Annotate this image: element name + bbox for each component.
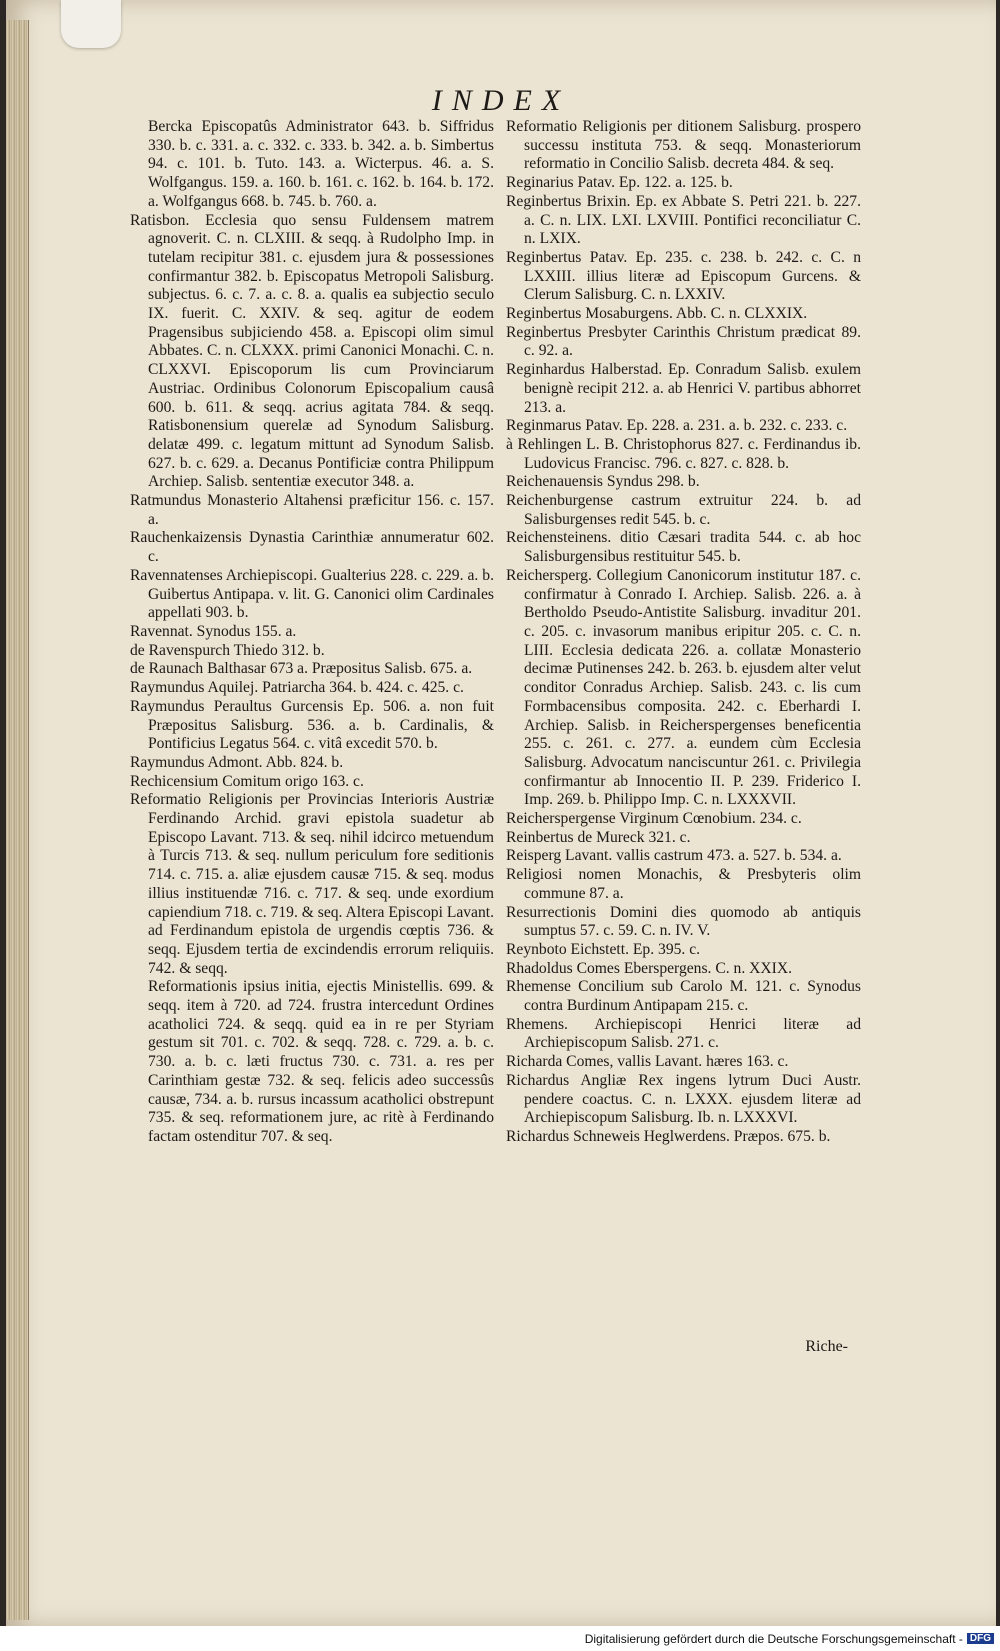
index-entry: Reynboto Eichstett. Ep. 395. c. <box>506 940 701 958</box>
index-entry: Raymundus Admont. Abb. 824. b. <box>130 753 344 771</box>
index-entry: Resurrectionis Domini dies quomodo ab antiquis sumptus 57. c. 59. C. n. IV. V. <box>506 903 861 940</box>
right-column <box>506 118 861 1147</box>
index-entry: Reicherspergense Virginum Cœnobium. 234. c. <box>506 810 802 828</box>
index-entry: Reginbertus Presbyter Carinthis Christum prædicat 89. c. 92. a. <box>506 323 861 360</box>
index-entry: Reichensteinens. ditio Cæsari tradita 544. c. ab hoc Salisburgensibus restituitur 545. b. <box>506 529 861 566</box>
index-entry: à Rehlingen L. B. Christophorus 827. c. Ferdinandus ib. Ludovicus Francisc. 796. c. 827. c. 828. b. <box>506 435 861 472</box>
index-entry: Rhadoldus Comes Eberspergens. C. n. XXIX. <box>506 959 793 977</box>
footer-bar <box>0 1626 1000 1651</box>
index-entry: Reformatio Religionis per Provincias Interioris Austriæ Ferdinando Archid. gravi epistola suadetur ab Episcopo Lavant. 713. & seq. nihil idcirco metuendum à Turcis 713. & seq. nullum periculum fore seditionis 714. c. 715. a. aliæ ejusdem causæ 715. & seq. modus illius instituendæ 716. c. 717. & seq. unde exordium capiendium 718. c. 719. & seq. Altera Episcopi Lavant. ad Ferdinandum epistola de urgendis cœptis 736. & seqq. Ejusdem tertia de excindendis errorum reliquiis. 742. & seqq. <box>130 791 495 977</box>
index-entry: Reginbertus Brixin. Ep. ex Abbate S. Petri 221. b. 227. a. C. n. LIX. LXI. LXVIII. Pontifici reconciliatur C. n. LXIX. <box>506 192 861 248</box>
index-entry: Raymundus Peraultus Gurcensis Ep. 506. a. non fuit Præpositus Salisburg. 536. a. b. Cardinalis, & Pontificius Legatus 564. c. vitâ excedit 570. b. <box>130 697 494 753</box>
index-entry: Rauchenkaizensis Dynastia Carinthiæ annumeratur 602. c. <box>130 529 494 566</box>
index-entry: Reinbertus de Mureck 321. c. <box>506 828 691 846</box>
index-entry: Ravennatenses Archiepiscopi. Gualterius 228. c. 229. a. b. Guibertus Antipapa. v. lit. G. Canonici olim Cardinales appellati 903. b. <box>130 566 494 622</box>
page-edges <box>6 20 29 1620</box>
index-entry: Ratisbon. Ecclesia quo sensu Fuldensem matrem agnoverit. C. n. CLXIII. & seqq. à Rudolpho Imp. in tutelam recipitur 381. c. ejusdem jura & possessiones confirmantur 382. b. Episcopatus Metropoli Salisburg. subjectus. 6. c. 7. a. c. 8. a. qualis ea subjectio seculo IX. fuerit. C. XXIV. & seq. agitur de eodem Pragensibus subjiciendo 458. a. Episcopi olim simul Abbates. C. n. CLXXX. primi Canonici Monachi. C. n. CLXXVI. Episcoporum lis cum Provinciarum Austriac. Ordinibus Colonorum Episcopalium causâ 600. b. 611. & seqq. acrius agitata 784. & seqq. Ratisbonensium querelæ ad Synodum Salisburg. delatæ 499. c. legatum mittunt ad Synodum Salisb. 627. b. c. 629. a. Decanus Pontificiæ contra Philippum Archiep. Salisb. sententiæ executor 348. a. <box>130 211 494 491</box>
index-entry: Rhemens. Archiepiscopi Henrici literæ ad Archiepiscopum Salisb. 271. c. <box>506 1015 861 1052</box>
index-entry: Reginbertus Mosaburgens. Abb. C. n. CLXXIX. <box>506 305 808 323</box>
page-header: INDEX <box>431 84 571 117</box>
left-column <box>130 118 494 1147</box>
book-page <box>6 0 996 1626</box>
index-entry: Reichenburgense castrum extruitur 224. b. ad Salisburgenses redit 545. b. c. <box>506 492 861 528</box>
dfg-logo: DFG <box>967 1633 994 1644</box>
index-entry: Bercka Episcopatûs Administrator 643. b. Siffridus 330. b. c. 331. a. c. 332. c. 333. b. 342. a. b. Simbertus 94. c. 101. b. Tuto. 143. a. Wicterpus. 46. a. S. Wolfgangus. 159. a. 160. b. 161. c. 162. b. 164. b. 172. a. Wolfgangus 668. b. 745. b. 760. a. <box>148 118 494 210</box>
index-entry: Reformatio Religionis per ditionem Salisburg. prospero successu instituta 753. & seqq. Monasteriorum reformatio in Concilio Salisb. decreta 484. & seq. <box>506 118 861 173</box>
index-entry: Ravennat. Synodus 155. a. <box>130 622 297 640</box>
bookmark-tab <box>61 0 121 48</box>
index-entry: Reginhardus Halberstad. Ep. Conradum Salisb. exulem benignè recipit 212. a. ab Henrici V. partibus abhorret 213. a. <box>506 361 861 416</box>
index-entry: Reginmarus Patav. Ep. 228. a. 231. a. b. 232. c. 233. c. <box>506 417 848 435</box>
index-entry: Ratmundus Monasterio Altahensi præficitur 156. c. 157. a. <box>130 492 494 528</box>
index-entry: de Raunach Balthasar 673 a. Præpositus Salisb. 675. a. <box>130 660 473 678</box>
footer-text: Digitalisierung gefördert durch die Deutsche Forschungsgemeinschaft - <box>584 1631 963 1646</box>
index-entry: Religiosi nomen Monachis, & Presbyteris olim commune 87. a. <box>506 866 861 902</box>
index-entry: Reichersperg. Collegium Canonicorum institutur 187. c. confirmatur à Conrado I. Archiep. Salisb. 226. a. à Bertholdo Pseudo-Antistite Salisburg. invaditur 201. c. 205. c. invasorum manibus eripitur 205. c. C. n. LIII. Ecclesia dedicata 226. a. collatæ Monasterio decimæ Putinenses 242. b. 263. b. ejusdem alter velut conditor Conradus Archiep. Salisb. 243. c. lis cum Formbacensibus composita. 242. c. Eberhardi I. Archiep. Salisb. in Reicherspergenses beneficentia 255. c. 261. c. 277. a. eundem cùm Ecclesia Salisburg. Advocatum nanciscuntur 261. c. Privilegia confirmantur ab Innocentio II. P. 239. Friderico I. Imp. 269. b. Philippo Imp. C. n. LXXXVII. <box>506 566 861 809</box>
catchword: Riche- <box>805 1338 848 1355</box>
index-entry: de Ravenspurch Thiedo 312. b. <box>130 641 325 659</box>
index-entry: Reisperg Lavant. vallis castrum 473. a. 527. b. 534. a. <box>506 847 842 865</box>
index-entry: Reginbertus Patav. Ep. 235. c. 238. b. 242. c. C. n LXXIII. illius literæ ad Episcopum Gurcens. & Clerum Salisburg. C. n. LXXIV. <box>506 248 861 304</box>
index-entry: Rhemense Concilium sub Carolo M. 121. c. Synodus contra Burdinum Antipapam 215. c. <box>506 978 861 1015</box>
index-entry: Reformationis ipsius initia, ejectis Ministellis. 699. & seqq. item à 720. ad 724. frustra intercedunt Ordines acatholici 724. & seqq. quid ea in re per Styriam gestum sit 701. c. 702. & seqq. 728. c. 729. a. b. c. 730. a. b. c. læti fructus 730. c. 731. a. res per Carinthiam gestæ 732. & seq. felicis adeo successûs causæ, 734. a. b. rursus incassum acatholici obstrepunt 735. & seq. reformationem jure, ac ritè à Ferdinando factam ostenditur 707. & seq. <box>148 978 494 1145</box>
index-entry: Reichenauensis Syndus 298. b. <box>506 473 700 491</box>
index-entry: Raymundus Aquilej. Patriarcha 364. b. 424. c. 425. c. <box>130 679 464 697</box>
index-entry: Richardus Schneweis Heglwerdens. Præpos. 675. b. <box>506 1127 831 1145</box>
index-entry: Richarda Comes, vallis Lavant. hæres 163. c. <box>506 1053 789 1071</box>
index-entry: Rechicensium Comitum origo 163. c. <box>130 772 364 790</box>
index-entry: Reginarius Patav. Ep. 122. a. 125. b. <box>506 174 733 192</box>
index-entry: Richardus Angliæ Rex ingens lytrum Duci Austr. pendere coactus. C. n. LXXX. ejusdem literæ ad Archiepiscopum Salisburg. Ib. n. LXXXVI. <box>506 1071 861 1127</box>
